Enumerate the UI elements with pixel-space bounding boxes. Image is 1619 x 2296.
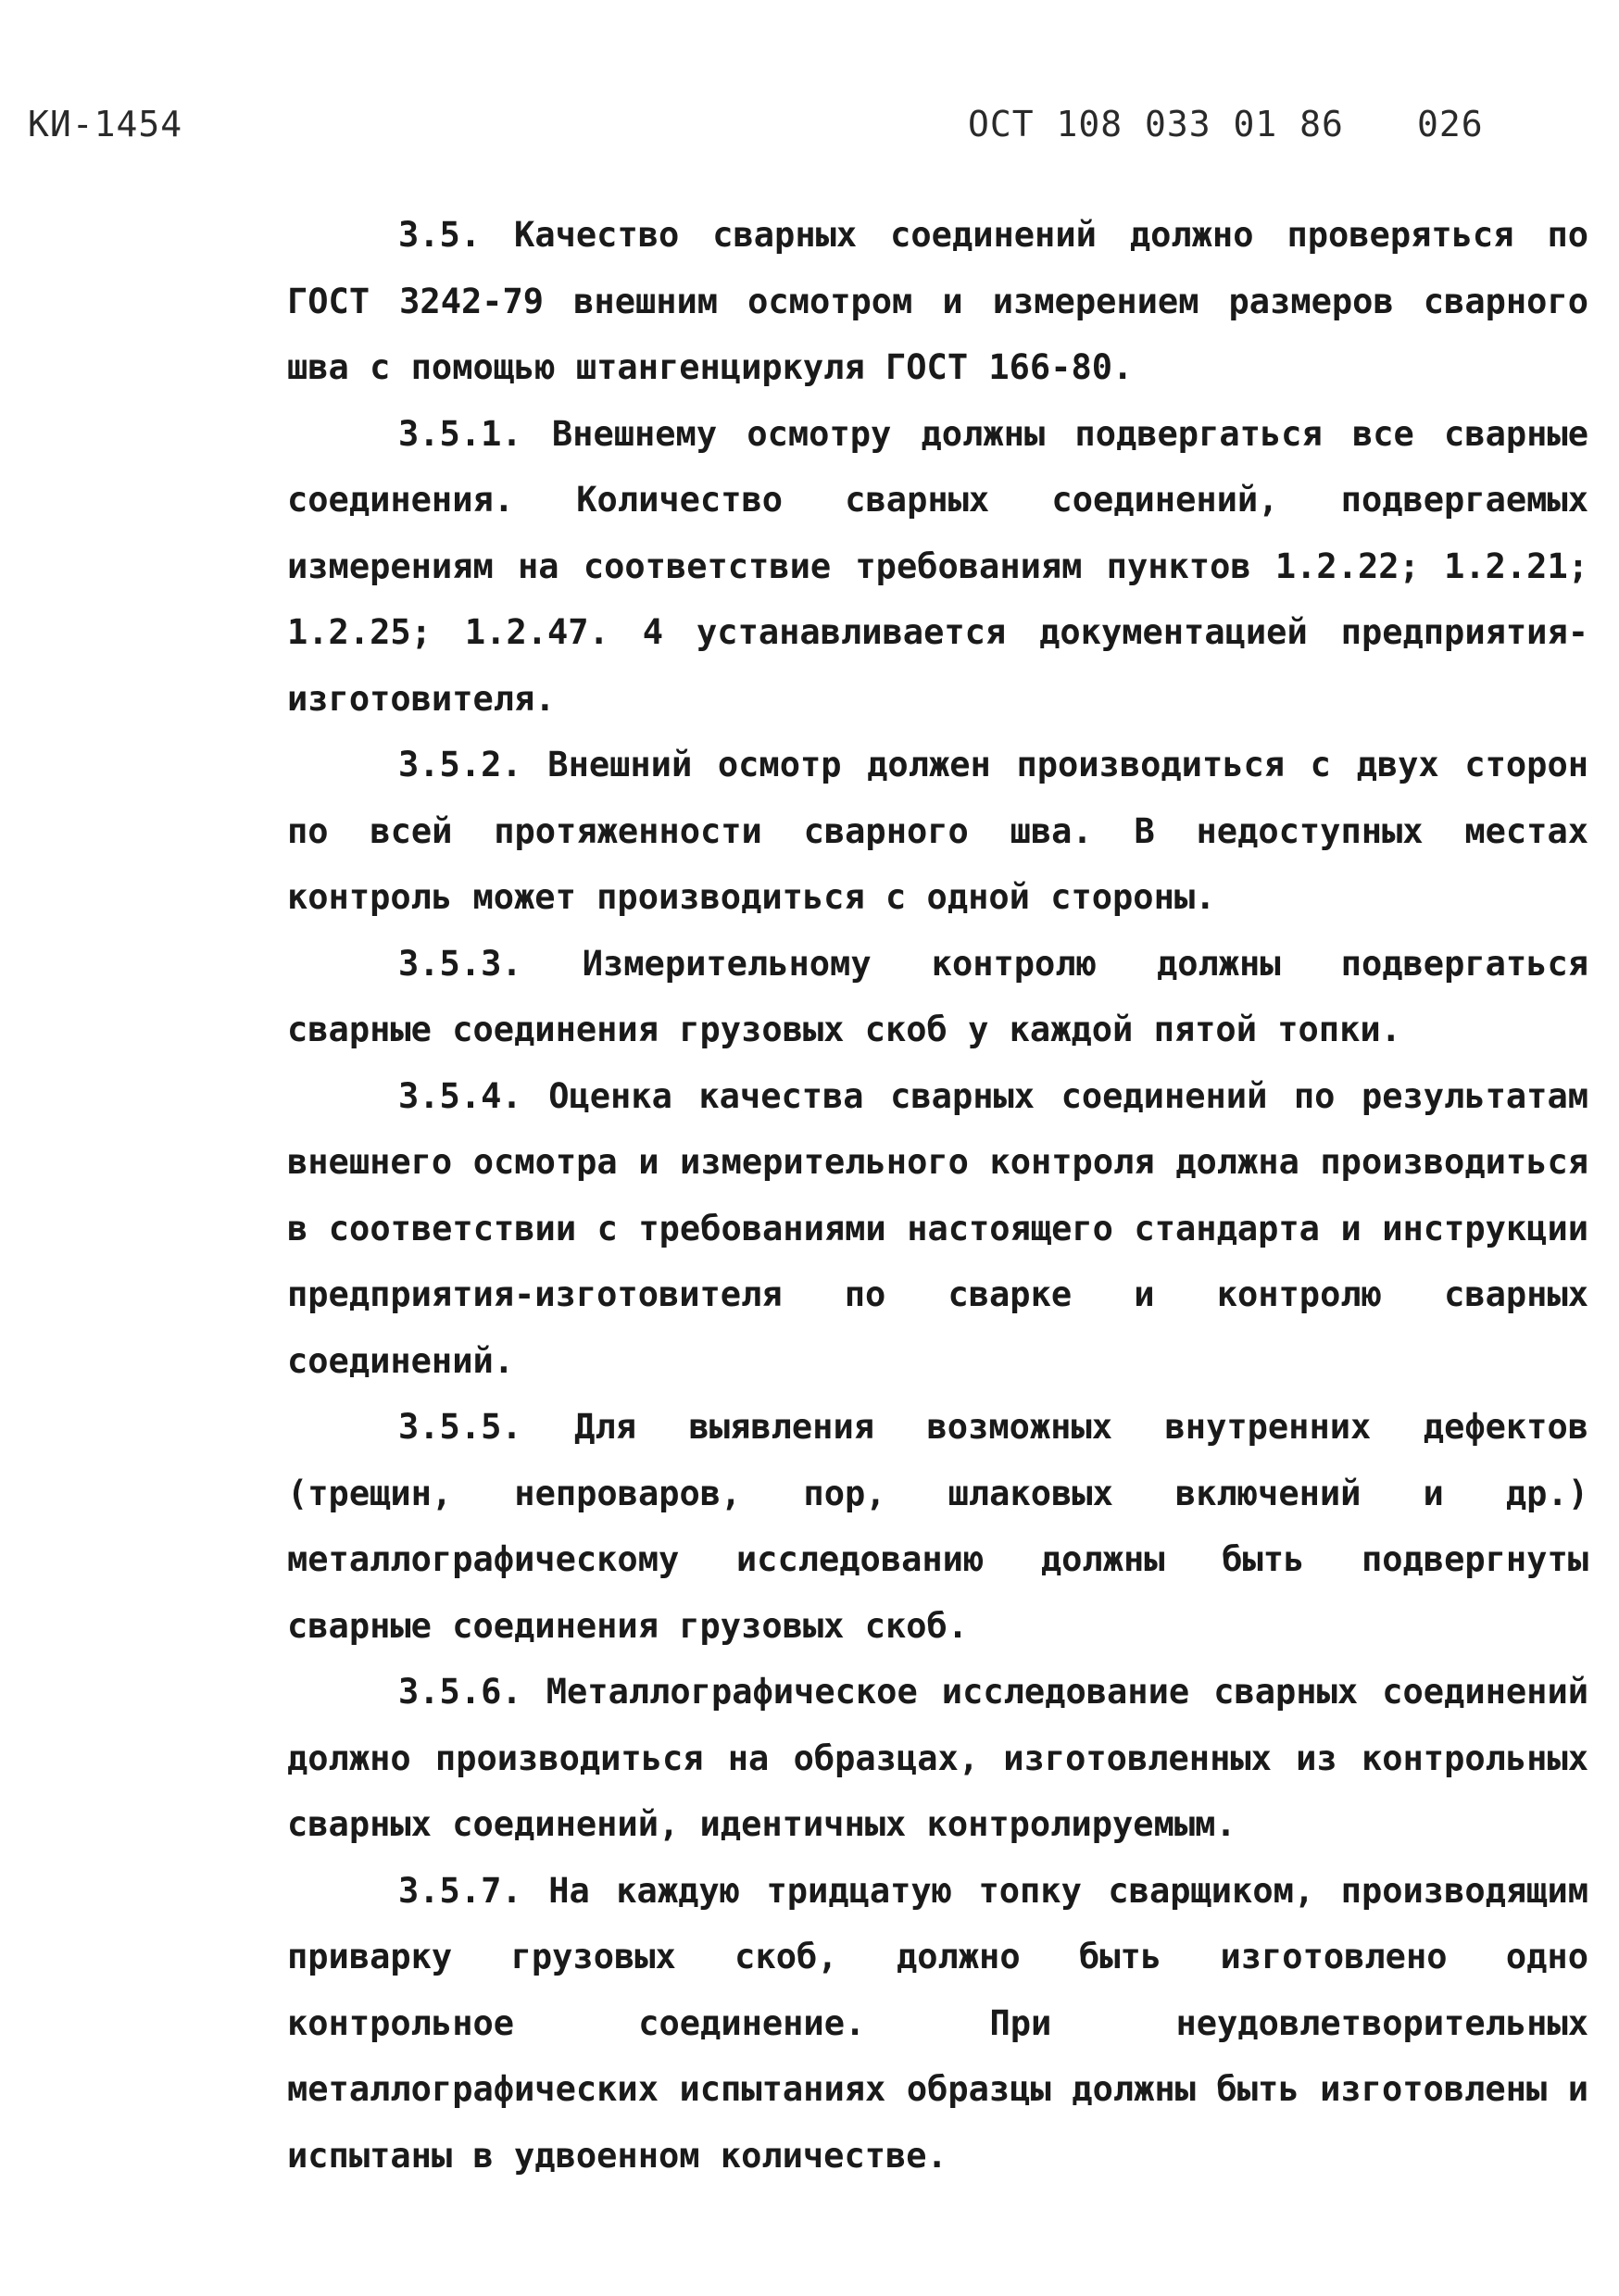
paragraph-3-5-3: 3.5.3. Измерительному контролю должны подвергаться сварные соединения грузовых скоб у каждой пятой топки.	[287, 943, 1588, 1049]
paragraph-3-5-5: 3.5.5. Для выявления возможных внутренних дефектов (трещин, непроваров, пор, шлаковых включений и др.) металлографическому исследованию должны быть подвергнуты сварные соединения грузовых скоб.	[287, 1407, 1588, 1646]
document-body	[287, 202, 1588, 2189]
paragraph-3-5-6: 3.5.6. Металлографическое исследование сварных соединений должно производиться на образцах, изготовленных из контрольных сварных соединений, идентичных контролируемым.	[287, 1672, 1588, 1844]
document-number: КИ-1454	[28, 104, 183, 144]
paragraph-3-5-2: 3.5.2. Внешний осмотр должен производиться с двух сторон по всей протяженности сварного шва. В недоступных местах контроль может производиться с одной стороны.	[287, 745, 1588, 917]
page-number: 026	[1417, 104, 1484, 144]
paragraph-3-5-1: 3.5.1. Внешнему осмотру должны подвергаться все сварные соединения. Количество сварных соединений, подвергаемых измерениям на соответствие требованиям пунктов 1.2.22; 1.2.21; 1.2.25; 1.2.47. 4 устанавливается документацией предприятия-изготовителя.	[287, 413, 1588, 719]
paragraph-3-5: 3.5. Качество сварных соединений должно проверяться по ГОСТ 3242-79 внешним осмотром и измерением размеров сварного шва с помощью штангенциркуля ГОСТ 166-80.	[287, 215, 1588, 387]
standard-code: ОСТ 108 033 01 86	[968, 104, 1344, 144]
paragraph-3-5-4: 3.5.4. Оценка качества сварных соединений по результатам внешнего осмотра и измерительного контроля должна производиться в соответствии с требованиями настоящего стандарта и инструкции предприятия-изготовителя по сварке и контролю сварных соединений.	[287, 1075, 1588, 1381]
paragraph-3-5-7: 3.5.7. На каждую тридцатую топку сварщиком, производящим приварку грузовых скоб, должно быть изготовлено одно контрольное соединение. При неудовлетворительных металлографических испытаниях образцы должны быть изготовлены и испытаны в удвоенном количестве.	[287, 1870, 1588, 2176]
